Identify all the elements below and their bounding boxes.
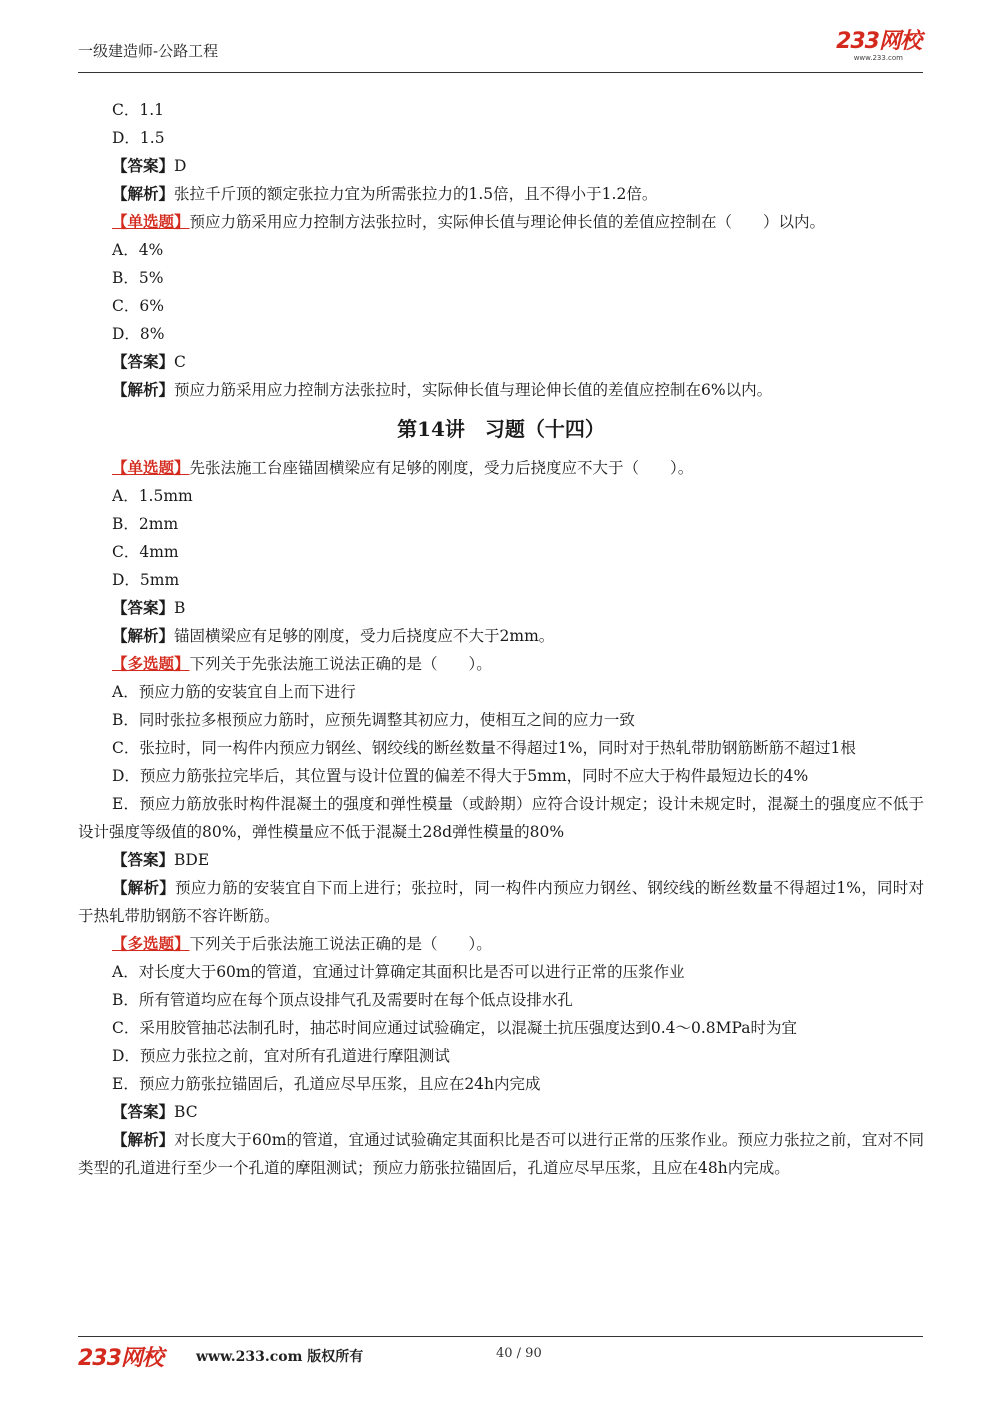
document-body — [78, 96, 924, 1182]
analysis-tag: 【解析】 — [112, 626, 175, 645]
answer-value: B — [174, 599, 186, 617]
analysis-line — [78, 874, 924, 930]
question-stem — [78, 930, 924, 958]
question-type-tag: 【单选题】 — [112, 458, 190, 477]
answer-value: C — [174, 353, 186, 371]
question-text: 下列关于后张法施工说法正确的是（ ）。 — [189, 935, 492, 953]
answer-line — [78, 594, 924, 622]
option-d: D．8% — [112, 325, 165, 343]
footer-logo: 233网校 — [78, 1346, 163, 1371]
question-stem — [78, 650, 924, 678]
answer-line — [78, 348, 924, 376]
footer-copyright: www.233.com 版权所有 — [196, 1349, 364, 1365]
question-stem — [78, 454, 924, 482]
page-number: 40 / 90 — [496, 1346, 542, 1361]
analysis-line — [78, 1126, 924, 1182]
answer-tag: 【答案】 — [112, 156, 175, 175]
answer-value: D — [174, 157, 187, 175]
answer-value: BDE — [174, 851, 210, 869]
analysis-text: 张拉千斤顶的额定张拉力宜为所需张拉力的1.5倍，且不得小于1.2倍。 — [174, 185, 658, 203]
answer-tag: 【答案】 — [112, 598, 175, 617]
option-d: D．预应力筋张拉完毕后，其位置与设计位置的偏差不得大于5mm，同时不应大于构件最短边长的4% — [112, 767, 809, 785]
analysis-text: 对长度大于60m的管道，宜通过试验确定其面积比是否可以进行正常的压浆作业。预应力张拉之前，宜对不同类型的孔道进行至少一个孔道的摩阻测试；预应力筋张拉锚固后，孔道应尽早压浆，且应在48h内完成。 — [78, 1131, 924, 1177]
option-c: C．4mm — [112, 543, 179, 561]
lecture-title: 第14讲 习题（十四） — [397, 417, 605, 441]
question-type-tag: 【多选题】 — [112, 654, 190, 673]
option-a: A．预应力筋的安装宜自上而下进行 — [112, 683, 356, 701]
answer-tag: 【答案】 — [112, 850, 175, 869]
option-a: A．1.5mm — [112, 487, 193, 505]
option-a: A．4% — [112, 241, 164, 259]
analysis-text: 预应力筋采用应力控制方法张拉时，实际伸长值与理论伸长值的差值应控制在6%以内。 — [174, 381, 773, 399]
answer-value: BC — [174, 1103, 198, 1121]
answer-line — [78, 846, 924, 874]
analysis-text: 预应力筋的安装宜自下而上进行；张拉时，同一构件内预应力钢丝、钢绞线的断丝数量不得超过1%，同时对于热轧带肋钢筋不容许断筋。 — [78, 879, 924, 925]
analysis-tag: 【解析】 — [112, 184, 175, 203]
option-b: B．2mm — [112, 515, 179, 533]
analysis-line — [78, 180, 924, 208]
answer-line — [78, 1098, 924, 1126]
option-b: B．同时张拉多根预应力筋时，应预先调整其初应力，使相互之间的应力一致 — [112, 711, 635, 729]
option-e: E．预应力筋放张时构件混凝土的强度和弹性模量（或龄期）应符合设计规定；设计未规定时，混凝土的强度应不低于设计强度等级值的80%，弹性模量应不低于混凝土28d弹性模量的80% — [78, 795, 924, 841]
option-d: D．预应力张拉之前，宜对所有孔道进行摩阻测试 — [112, 1047, 450, 1065]
option-d: D．1.5 — [112, 129, 165, 147]
question-stem — [78, 208, 924, 236]
option-c: C．采用胶管抽芯法制孔时，抽芯时间应通过试验确定，以混凝土抗压强度达到0.4～0.8MPa时为宜 — [112, 1019, 798, 1037]
answer-tag: 【答案】 — [112, 352, 175, 371]
answer-line — [78, 152, 924, 180]
page-footer — [78, 1336, 923, 1373]
logo-url: www.233.com — [853, 54, 903, 62]
question-type-tag: 【单选题】 — [112, 212, 190, 231]
analysis-tag: 【解析】 — [112, 1130, 175, 1149]
brand-logo — [836, 30, 921, 62]
option-c: C．张拉时，同一构件内预应力钢丝、钢绞线的断丝数量不得超过1%，同时对于热轧带肋钢筋断筋不超过1根 — [112, 739, 856, 757]
analysis-text: 锚固横梁应有足够的刚度，受力后挠度应不大于2mm。 — [174, 627, 555, 645]
option-a: A．对长度大于60m的管道，宜通过计算确定其面积比是否可以进行正常的压浆作业 — [112, 963, 685, 981]
header-title: 一级建造师-公路工程 — [78, 42, 219, 60]
question-text: 先张法施工台座锚固横梁应有足够的刚度，受力后挠度应不大于（ ）。 — [189, 459, 694, 477]
question-type-tag: 【多选题】 — [112, 934, 190, 953]
option-b: B．5% — [112, 269, 164, 287]
page-header — [78, 30, 923, 73]
analysis-line — [78, 622, 924, 650]
logo-text: 233网校 — [836, 29, 921, 54]
analysis-tag: 【解析】 — [112, 380, 175, 399]
option-d: D．5mm — [112, 571, 180, 589]
option-c: C．6% — [112, 297, 164, 315]
analysis-line — [78, 376, 924, 404]
option-c: C．1.1 — [112, 101, 165, 119]
answer-tag: 【答案】 — [112, 1102, 175, 1121]
analysis-tag: 【解析】 — [112, 878, 175, 897]
option-b: B．所有管道均应在每个顶点设排气孔及需要时在每个低点设排水孔 — [112, 991, 573, 1009]
option-e: E．预应力筋张拉锚固后，孔道应尽早压浆，且应在24h内完成 — [112, 1075, 541, 1093]
question-text: 预应力筋采用应力控制方法张拉时，实际伸长值与理论伸长值的差值应控制在（ ）以内。 — [189, 213, 826, 231]
question-text: 下列关于先张法施工说法正确的是（ ）。 — [189, 655, 492, 673]
